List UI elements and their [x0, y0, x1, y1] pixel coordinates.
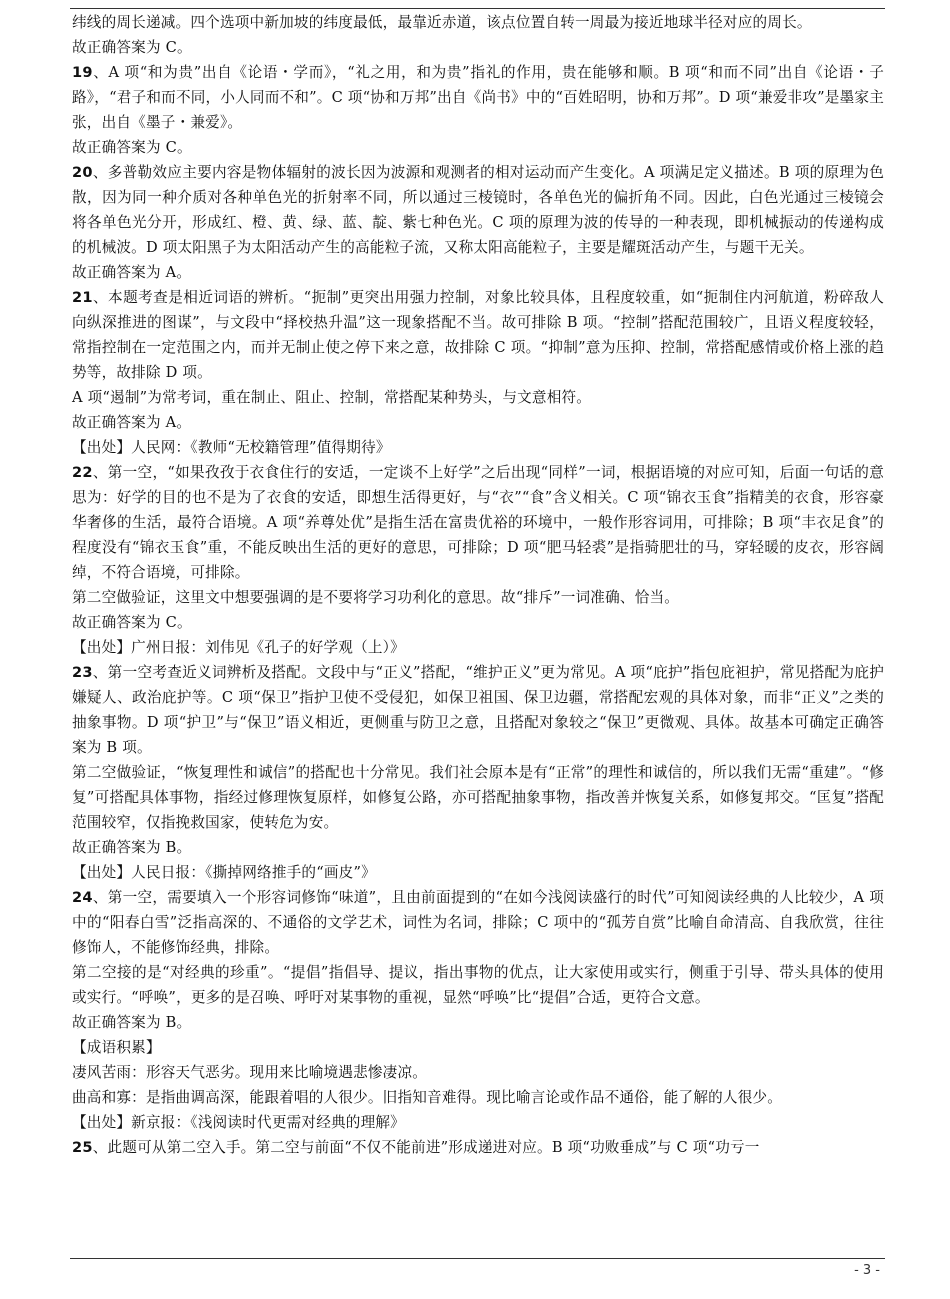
paragraph-text: 【出处】人民日报：《撕掉网络推手的“画皮”》 — [72, 864, 376, 881]
paragraph — [72, 860, 884, 885]
paragraph — [72, 760, 884, 835]
bottom-rule — [70, 1258, 885, 1259]
paragraph-text: 第二空做验证，这里文中想要强调的是不要将学习功利化的意思。故“排斥”一词准确、恰当。 — [72, 589, 680, 606]
paragraph — [72, 135, 884, 160]
document-body — [72, 10, 884, 1160]
paragraph-text: 故正确答案为 C。 — [72, 39, 192, 56]
paragraph-text: 、本题考查是相近词语的辨析。“扼制”更突出用强力控制，对象比较具体，且程度较重，如“扼制住内河航道，粉碎敌人向纵深推进的图谋”，与文段中“择校热升温”这一现象搭配不当。故可排除 B 项。“控制”搭配范围较广，且语义程度较轻，常指控制在一定范围之内，而并无制止使之停下来之意，故排除 C 项。“抑制”意为压抑、控制，常搭配感情或价格上涨的趋势等，故排除 D 项。 — [72, 289, 884, 381]
page-number: - 3 - — [854, 1263, 880, 1278]
paragraph — [72, 1035, 884, 1060]
paragraph — [72, 635, 884, 660]
paragraph-text: 凄风苦雨：形容天气恶劣。现用来比喻境遇悲惨凄凉。 — [72, 1064, 428, 1081]
paragraph-text: 、第一空，需要填入一个形容词修饰“味道”，且由前面提到的“在如今浅阅读盛行的时代”可知阅读经典的人比较少，A 项中的“阳春白雪”泛指高深的、不通俗的文学艺术，词性为名词，排除；C 项中的“孤芳自赏”比喻自命清高、自我欣赏，往往修饰人，不能修饰经典，排除。 — [72, 889, 884, 956]
paragraph — [72, 385, 884, 410]
paragraph — [72, 460, 884, 585]
paragraph — [72, 1060, 884, 1085]
paragraph-text: 故正确答案为 B。 — [72, 839, 192, 856]
paragraph — [72, 285, 884, 385]
paragraph — [72, 1135, 884, 1160]
paragraph — [72, 410, 884, 435]
question-number: 20 — [72, 164, 93, 181]
question-number: 21 — [72, 289, 93, 306]
paragraph — [72, 260, 884, 285]
paragraph-text: 第二空接的是“对经典的珍重”。“提倡”指倡导、提议，指出事物的优点，让大家使用或实行，侧重于引导、带头具体的使用或实行。“呼唤”，更多的是召唤、呼吁对某事物的重视，显然“呼唤”比“提倡”合适，更符合文意。 — [72, 964, 884, 1006]
question-number: 23 — [72, 664, 93, 681]
paragraph — [72, 160, 884, 260]
paragraph-text: 【出处】广州日报：刘伟见《孔子的好学观（上）》 — [72, 639, 405, 656]
paragraph — [72, 435, 884, 460]
paragraph-text: 故正确答案为 C。 — [72, 614, 192, 631]
paragraph-text: A 项“遏制”为常考词，重在制止、阻止、控制，常搭配某种势头，与文意相符。 — [72, 389, 592, 406]
paragraph — [72, 1085, 884, 1110]
paragraph-text: 故正确答案为 A。 — [72, 414, 192, 431]
paragraph — [72, 60, 884, 135]
paragraph-text: 【出处】新京报：《浅阅读时代更需对经典的理解》 — [72, 1114, 405, 1131]
paragraph — [72, 610, 884, 635]
paragraph — [72, 35, 884, 60]
paragraph-text: 【成语积累】 — [72, 1039, 161, 1056]
paragraph-text: 故正确答案为 A。 — [72, 264, 192, 281]
paragraph-text: 、第一空考查近义词辨析及搭配。文段中与“正义”搭配，“维护正义”更为常见。A 项“庇护”指包庇袒护，常见搭配为庇护嫌疑人、政治庇护等。C 项“保卫”指护卫使不受侵犯，如保卫祖国、保卫边疆，常搭配宏观的具体对象，而非“正义”之类的抽象事物。D 项“护卫”与“保卫”语义相近，更侧重与防卫之意，且搭配对象较之“保卫”更微观、具体。故基本可确定正确答案为 B 项。 — [72, 664, 884, 756]
question-number: 19 — [72, 64, 93, 81]
paragraph-text: 故正确答案为 C。 — [72, 139, 192, 156]
paragraph — [72, 660, 884, 760]
paragraph-text: 纬线的周长递减。四个选项中新加坡的纬度最低，最靠近赤道，该点位置自转一周最为接近地球半径对应的周长。 — [72, 14, 812, 31]
paragraph — [72, 10, 884, 35]
paragraph-text: 、此题可从第二空入手。第二空与前面“不仅不能前进”形成递进对应。B 项“功败垂成”与 C 项“功亏一 — [92, 1139, 760, 1156]
paragraph-text: 、多普勒效应主要内容是物体辐射的波长因为波源和观测者的相对运动而产生变化。A 项满足定义描述。B 项的原理为色散，因为同一种介质对各种单色光的折射率不同，所以通过三棱镜时，各单色光的偏折角不同。因此，白色光通过三棱镜会将各单色光分开，形成红、橙、黄、绿、蓝、靛、紫七种色光。C 项的原理为波的传导的一种表现，即机械振动的传递构成的机械波。D 项太阳黑子为太阳活动产生的高能粒子流，又称太阳高能粒子，主要是耀斑活动产生，与题干无关。 — [72, 164, 884, 256]
paragraph — [72, 885, 884, 960]
paragraph-text: 【出处】人民网：《教师“无校籍管理”值得期待》 — [72, 439, 391, 456]
question-number: 22 — [72, 464, 93, 481]
paragraph — [72, 1110, 884, 1135]
paragraph-text: 、第一空，“如果孜孜于衣食住行的安适，一定谈不上好学”之后出现“同样”一词，根据语境的对应可知，后面一句话的意思为：好学的目的也不是为了衣食的安适，即想生活得更好，与“衣”“食”含义相关。C 项“锦衣玉食”指精美的衣食，形容豪华奢侈的生活，最符合语境。A 项“养尊处优”是指生活在富贵优裕的环境中，一般作形容词用，可排除；B 项“丰衣足食”的程度没有“锦衣玉食”重，不能反映出生活的更好的意思，可排除；D 项“肥马轻裘”是指骑肥壮的马，穿轻暖的皮衣，形容阔绰，不符合语境，可排除。 — [72, 464, 884, 581]
paragraph-text: 故正确答案为 B。 — [72, 1014, 192, 1031]
paragraph-text: 第二空做验证，“恢复理性和诚信”的搭配也十分常见。我们社会原本是有“正常”的理性和诚信的，所以我们无需“重建”。“修复”可搭配具体事物，指经过修理恢复原样，如修复公路，亦可搭配抽象事物，指改善并恢复关系，如修复邦交。“匡复”搭配范围较窄，仅指挽救国家，使转危为安。 — [72, 764, 884, 831]
paragraph-text: 、A 项“和为贵”出自《论语・学而》，“礼之用，和为贵”指礼的作用，贵在能够和顺。B 项“和而不同”出自《论语・子路》，“君子和而不同，小人同而不和”。C 项“协和万邦”出自《尚书》中的“百姓昭明，协和万邦”。D 项“兼爱非攻”是墨家主张，出自《墨子・兼爱》。 — [72, 64, 884, 131]
paragraph — [72, 585, 884, 610]
question-number: 24 — [72, 889, 93, 906]
top-rule — [70, 8, 885, 9]
paragraph — [72, 1010, 884, 1035]
question-number: 25 — [72, 1139, 93, 1156]
paragraph — [72, 835, 884, 860]
paragraph — [72, 960, 884, 1010]
paragraph-text: 曲高和寡：是指曲调高深，能跟着唱的人很少。旧指知音难得。现比喻言论或作品不通俗，能了解的人很少。 — [72, 1089, 783, 1106]
